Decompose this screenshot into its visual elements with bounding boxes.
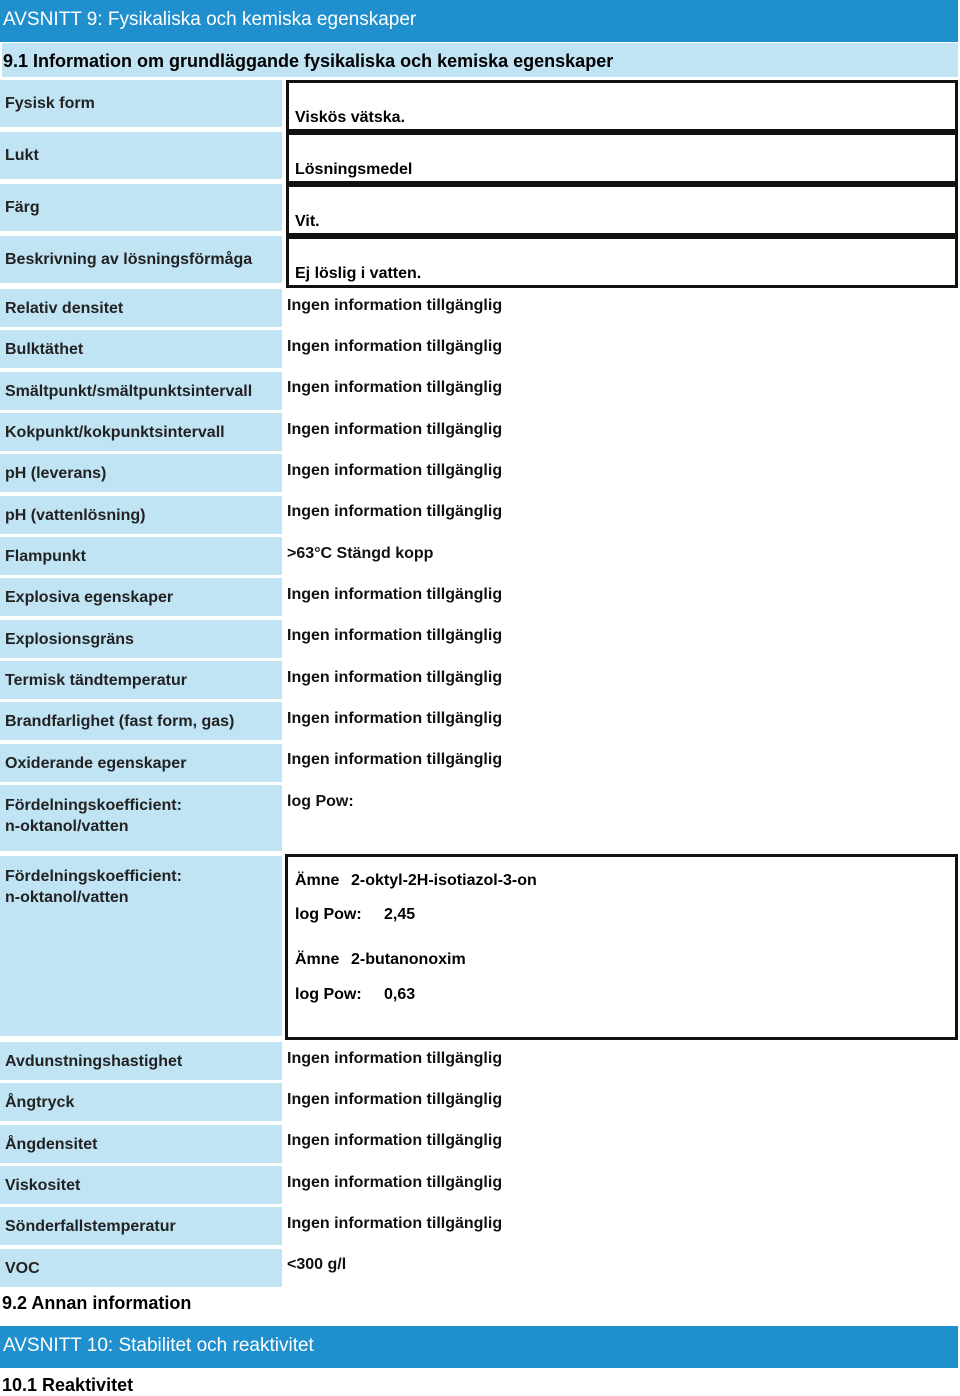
value-partition-coefficient: log Pow: [287, 793, 354, 810]
value-ph-solution: Ingen information tillgänglig [287, 503, 503, 520]
subsection-10-1-heading: 10.1 Reaktivitet [2, 1375, 134, 1395]
label-ph-solution: pH (vattenlösning) [0, 496, 282, 534]
label-relative-density: Relativ densitet [0, 289, 282, 327]
label-solubility: Beskrivning av lösningsförmåga [0, 236, 282, 283]
label-line: Fördelningskoefficient: [5, 868, 182, 885]
label-physical-form: Fysisk form [0, 80, 282, 127]
value-text: Ej löslig i vatten. [295, 265, 422, 282]
log-pow-label: log Pow: [295, 906, 362, 923]
value-text: Vit. [295, 213, 320, 230]
value-flash-point: >63°C Stängd kopp [287, 545, 434, 562]
substance-label: Ämne [295, 951, 340, 968]
value-vapor-density: Ingen information tillgänglig [287, 1132, 503, 1149]
value-ignition-temperature: Ingen information tillgänglig [287, 669, 503, 686]
log-pow-value: 2,45 [384, 906, 416, 923]
value-ph-delivery: Ingen information tillgänglig [287, 462, 503, 479]
label-bulk-density: Bulktäthet [0, 330, 282, 368]
substance-name: 2-oktyl-2H-isotiazol-3-on [351, 872, 537, 889]
value-voc: <300 g/l [287, 1256, 347, 1273]
subsection-9-2-heading: 9.2 Annan information [2, 1293, 192, 1313]
value-relative-density: Ingen information tillgänglig [287, 297, 503, 314]
value-vapor-pressure: Ingen information tillgänglig [287, 1091, 503, 1108]
log-pow-row [295, 906, 415, 924]
value-text: Lösningsmedel [295, 161, 413, 178]
label-flammability: Brandfarlighet (fast form, gas) [0, 702, 282, 740]
value-color [286, 184, 958, 236]
value-boiling-point: Ingen information tillgänglig [287, 421, 503, 438]
value-evaporation-rate: Ingen information tillgänglig [287, 1050, 503, 1067]
value-explosion-limit: Ingen information tillgänglig [287, 627, 503, 644]
label-line: n-oktanol/vatten [5, 889, 129, 906]
value-physical-form [286, 80, 958, 132]
substance-row [295, 951, 466, 969]
label-voc: VOC [0, 1249, 282, 1287]
value-explosive-properties: Ingen information tillgänglig [287, 586, 503, 603]
label-vapor-density: Ångdensitet [0, 1125, 282, 1163]
label-color: Färg [0, 184, 282, 231]
value-viscosity: Ingen information tillgänglig [287, 1174, 503, 1191]
log-pow-value: 0,63 [384, 986, 416, 1003]
label-line: n-oktanol/vatten [5, 818, 129, 835]
label-oxidizing-properties: Oxiderande egenskaper [0, 744, 282, 782]
value-decomposition-temperature: Ingen information tillgänglig [287, 1215, 503, 1232]
value-odor [286, 132, 958, 184]
label-partition-coefficient [0, 785, 282, 851]
value-solubility [286, 236, 958, 288]
label-explosion-limit: Explosionsgräns [0, 620, 282, 658]
label-ignition-temperature: Termisk tändtemperatur [0, 661, 282, 699]
value-oxidizing-properties: Ingen information tillgänglig [287, 751, 503, 768]
label-partition-coefficient-substances [0, 856, 282, 1036]
label-flash-point: Flampunkt [0, 537, 282, 575]
substance-label: Ämne [295, 872, 340, 889]
label-boiling-point: Kokpunkt/kokpunktsintervall [0, 413, 282, 451]
value-melting-point: Ingen information tillgänglig [287, 379, 503, 396]
subsection-9-1-heading: 9.1 Information om grundläggande fysikaliska och kemiska egenskaper [2, 43, 958, 77]
substance-row [295, 872, 537, 890]
log-pow-label: log Pow: [295, 986, 362, 1003]
label-odor: Lukt [0, 132, 282, 179]
label-ph-delivery: pH (leverans) [0, 454, 282, 492]
substances-box [285, 854, 958, 1040]
value-text: Viskös vätska. [295, 109, 406, 126]
label-explosive-properties: Explosiva egenskaper [0, 578, 282, 616]
value-flammability: Ingen information tillgänglig [287, 710, 503, 727]
label-viscosity: Viskositet [0, 1166, 282, 1204]
section-10-header: AVSNITT 10: Stabilitet och reaktivitet [0, 1326, 958, 1368]
value-bulk-density: Ingen information tillgänglig [287, 338, 503, 355]
label-decomposition-temperature: Sönderfallstemperatur [0, 1207, 282, 1245]
log-pow-row [295, 986, 415, 1004]
section-9-header: AVSNITT 9: Fysikaliska och kemiska egenskaper [0, 0, 958, 42]
label-vapor-pressure: Ångtryck [0, 1083, 282, 1121]
label-melting-point: Smältpunkt/smältpunktsintervall [0, 372, 282, 410]
label-line: Fördelningskoefficient: [5, 797, 182, 814]
label-evaporation-rate: Avdunstningshastighet [0, 1042, 282, 1080]
substance-name: 2-butanonoxim [351, 951, 466, 968]
